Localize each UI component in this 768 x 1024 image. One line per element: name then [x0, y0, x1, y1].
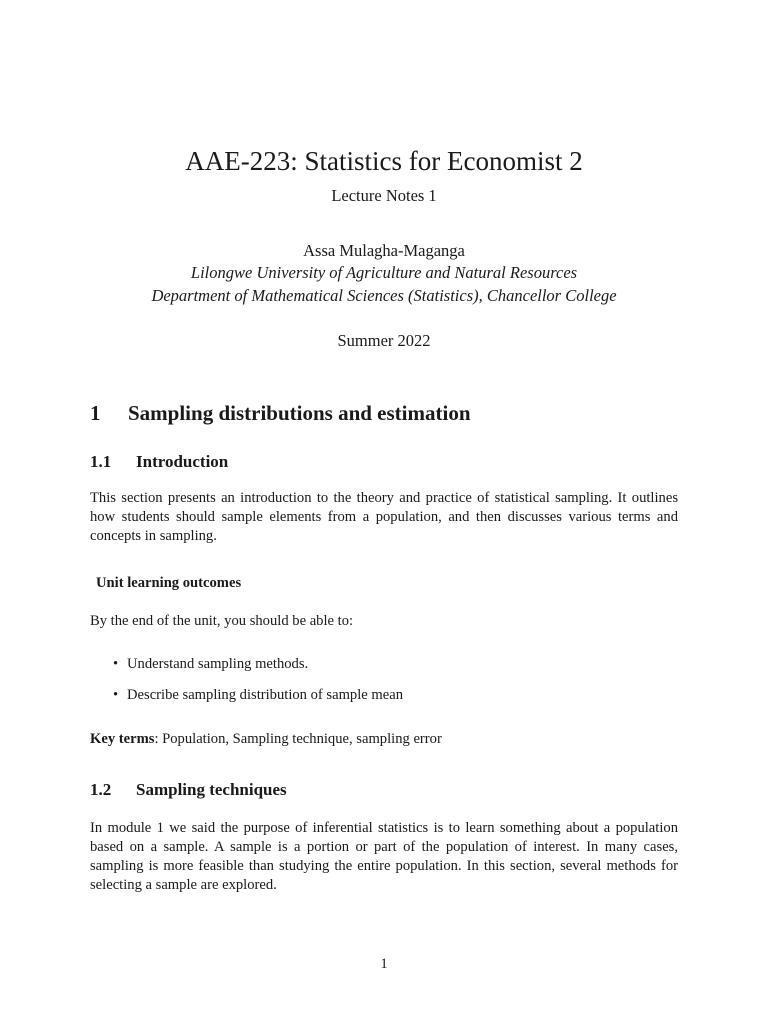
list-item-text: Describe sampling distribution of sample mean — [127, 687, 404, 703]
subsection-heading-introduction — [90, 452, 228, 472]
subsection-heading-sampling-techniques — [90, 780, 287, 800]
author-name: Assa Mulagha-Maganga — [303, 241, 465, 260]
author-affiliation-department: Department of Mathematical Sciences (Statistics), Chancellor College — [151, 286, 617, 305]
subsection-number: 1.2 — [90, 780, 112, 799]
sampling-techniques-paragraph: In module 1 we said the purpose of inferential statistics is to learn something about a population based on a sample. A sample is a portion or part of the population of interest. In many cases, sampling is more feasible than studying the entire population. In this section, several methods for selecting a sample are explored. — [90, 820, 678, 893]
author-affiliation-university: Lilongwe University of Agriculture and Natural Resources — [190, 263, 578, 282]
section-number: 1 — [90, 401, 101, 425]
key-terms-line — [90, 730, 678, 749]
document-date: Summer 2022 — [337, 331, 431, 350]
section-heading-sampling — [90, 401, 471, 426]
page-number: 1 — [380, 956, 388, 972]
outcomes-list — [90, 655, 403, 717]
list-item — [90, 686, 403, 717]
introduction-paragraph: This section presents an introduction to the theory and practice of statistical sampling. It outlines how students should sample elements from a population, and then discusses various terms and concepts in sampling. — [90, 490, 678, 544]
bullet-icon: • — [113, 687, 119, 703]
unit-learning-outcomes-heading: Unit learning outcomes — [96, 575, 242, 591]
section-title: Sampling distributions and estimation — [128, 401, 471, 425]
subsection-title: Sampling techniques — [136, 780, 287, 799]
outcomes-lead-text: By the end of the unit, you should be able to: — [90, 613, 354, 629]
subsection-number: 1.1 — [90, 452, 112, 471]
list-item-text: Understand sampling methods. — [127, 656, 309, 672]
key-terms-label: Key terms — [90, 731, 155, 747]
subsection-title: Introduction — [136, 452, 229, 471]
list-item — [90, 655, 403, 686]
key-terms-text: : Population, Sampling technique, sampling error — [154, 731, 442, 747]
document-subtitle: Lecture Notes 1 — [331, 186, 437, 205]
bullet-icon: • — [113, 656, 119, 672]
document-title: AAE-223: Statistics for Economist 2 — [185, 146, 583, 176]
